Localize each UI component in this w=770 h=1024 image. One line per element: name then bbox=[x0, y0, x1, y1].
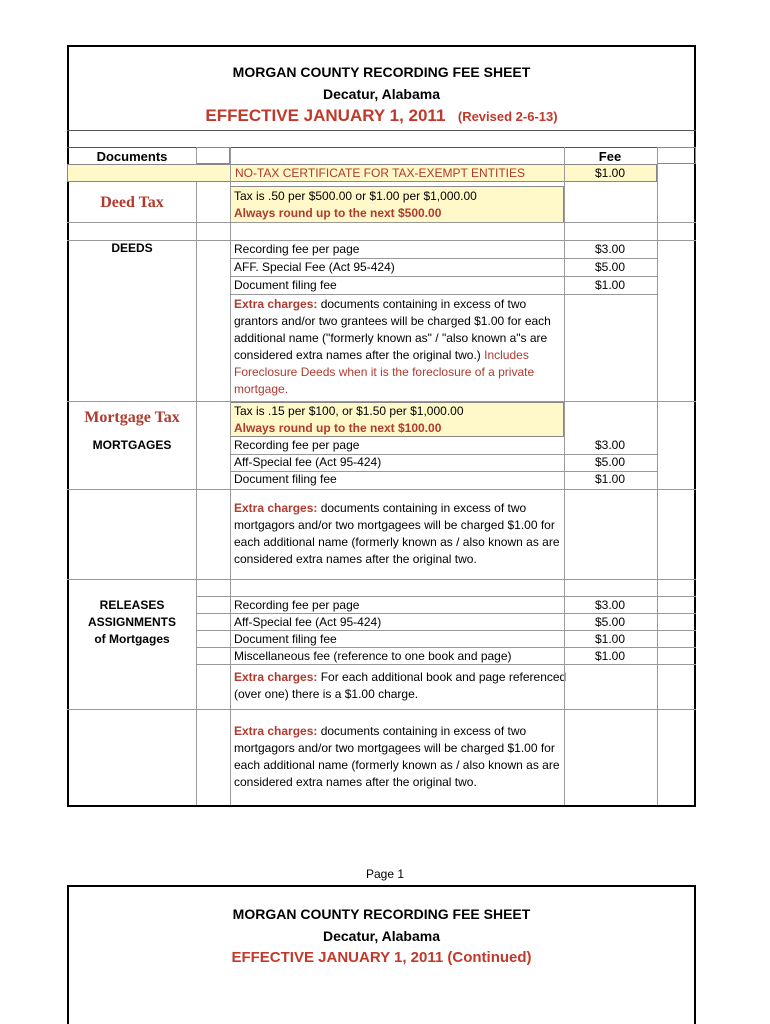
deeds-item-label: Document filing fee bbox=[234, 278, 337, 292]
extra-text: documents containing in excess of two bbox=[317, 724, 527, 738]
releases-extra2-line-2: mortgagors and/or two mortgagees will be charged $1.00 for bbox=[234, 741, 555, 755]
deed-tax-heading: Deed Tax bbox=[100, 194, 164, 211]
releases-item-label: Document filing fee bbox=[234, 632, 337, 646]
no-tax-fee: $1.00 bbox=[594, 166, 626, 180]
mortgages-item-fee: $3.00 bbox=[594, 438, 626, 452]
grid-line bbox=[230, 294, 657, 295]
mortgages-extra-line-2: mortgagors and/or two mortgagees will be charged $1.00 for bbox=[234, 518, 555, 532]
sheet-title: MORGAN COUNTY RECORDING FEE SHEET bbox=[232, 64, 531, 80]
extra-charges-label: Extra charges: bbox=[234, 297, 318, 311]
grid-line bbox=[564, 147, 565, 805]
extra-charges-label: Extra charges: bbox=[234, 724, 318, 738]
deeds-extra-line-1 bbox=[234, 296, 526, 313]
mortgages-item-label: Aff-Special fee (Act 95-424) bbox=[234, 455, 382, 469]
assignments-heading: ASSIGNMENTS bbox=[87, 615, 176, 629]
deed-tax-rounding: Always round up to the next $500.00 bbox=[234, 206, 442, 220]
mortgages-item-label: Document filing fee bbox=[234, 472, 337, 486]
extra-text: documents containing in excess of two bbox=[317, 297, 527, 311]
extra-text: For each additional book and page referenced bbox=[317, 670, 567, 684]
column-header-documents: Documents bbox=[96, 149, 168, 164]
sheet-location: Decatur, Alabama bbox=[323, 86, 440, 102]
deeds-extra-line-6: mortgage. bbox=[234, 382, 289, 396]
page2-effective: EFFECTIVE JANUARY 1, 2011 (Continued) bbox=[231, 949, 532, 966]
releases-extra1-line-1 bbox=[234, 669, 566, 686]
grid-line bbox=[67, 579, 696, 580]
deeds-extra-line-3: additional name ("formerly known as" / "also known a"s are bbox=[234, 331, 548, 345]
releases-item-fee: $5.00 bbox=[594, 615, 626, 629]
extra-text: considered extra names after the original two.) bbox=[234, 348, 481, 362]
deeds-item-fee: $1.00 bbox=[594, 278, 626, 292]
mortgages-extra-line-3: each additional name (formerly known as / also known as are bbox=[234, 535, 560, 549]
grid-line bbox=[657, 147, 658, 805]
deeds-item-fee: $5.00 bbox=[594, 260, 626, 274]
extra-red-text: Includes bbox=[480, 348, 529, 362]
effective-date: EFFECTIVE JANUARY 1, 2011 bbox=[205, 106, 446, 125]
deeds-extra-line-4 bbox=[234, 347, 529, 364]
mortgage-tax-rounding: Always round up to the next $100.00 bbox=[234, 421, 442, 435]
releases-extra2-line-3: each additional name (formerly known as / also known as are bbox=[234, 758, 560, 772]
of-mortgages-heading: of Mortgages bbox=[94, 632, 170, 646]
mortgages-item-fee: $1.00 bbox=[594, 472, 626, 486]
releases-heading: RELEASES bbox=[99, 598, 165, 612]
releases-item-fee: $3.00 bbox=[594, 598, 626, 612]
grid-line bbox=[67, 222, 696, 223]
mortgages-extra-line-4: considered extra names after the original two. bbox=[234, 552, 477, 566]
deeds-item-label: AFF. Special Fee (Act 95-424) bbox=[234, 260, 395, 274]
page2-title: MORGAN COUNTY RECORDING FEE SHEET bbox=[232, 906, 531, 922]
grid-cell bbox=[657, 147, 696, 164]
releases-extra1-line-2: (over one) there is a $1.00 charge. bbox=[234, 687, 419, 701]
page-number: Page 1 bbox=[365, 867, 405, 881]
revised-date: (Revised 2-6-13) bbox=[457, 109, 558, 124]
deeds-heading: DEEDS bbox=[111, 241, 153, 255]
releases-item-fee: $1.00 bbox=[594, 649, 626, 663]
column-header-fee: Fee bbox=[598, 149, 622, 164]
deed-tax-rate: Tax is .50 per $500.00 or $1.00 per $1,000.00 bbox=[234, 189, 477, 203]
deeds-item-label: Recording fee per page bbox=[234, 242, 360, 256]
extra-text: documents containing in excess of two bbox=[317, 501, 527, 515]
no-tax-label: NO-TAX CERTIFICATE FOR TAX-EXEMPT ENTITIES bbox=[234, 166, 526, 180]
deeds-extra-line-2: grantors and/or two grantees will be charged $1.00 for each bbox=[234, 314, 551, 328]
extra-charges-label: Extra charges: bbox=[234, 670, 318, 684]
grid-line bbox=[196, 664, 696, 665]
grid-line bbox=[67, 130, 696, 131]
grid-line bbox=[67, 709, 696, 710]
extra-charges-label: Extra charges: bbox=[234, 501, 318, 515]
releases-item-fee: $1.00 bbox=[594, 632, 626, 646]
grid-line bbox=[196, 182, 197, 805]
grid-line bbox=[230, 147, 231, 805]
effective-line bbox=[67, 106, 696, 126]
mortgages-extra-line-1 bbox=[234, 500, 526, 517]
releases-item-label: Aff-Special fee (Act 95-424) bbox=[234, 615, 382, 629]
releases-extra2-line-4: considered extra names after the original two. bbox=[234, 775, 477, 789]
mortgage-tax-heading: Mortgage Tax bbox=[84, 409, 180, 426]
releases-item-label: Recording fee per page bbox=[234, 598, 360, 612]
deeds-item-fee: $3.00 bbox=[594, 242, 626, 256]
grid-cell bbox=[196, 147, 230, 164]
grid-line bbox=[67, 489, 696, 490]
mortgages-item-label: Recording fee per page bbox=[234, 438, 360, 452]
mortgages-heading: MORTGAGES bbox=[92, 438, 172, 452]
grid-line bbox=[196, 147, 197, 164]
releases-item-label: Miscellaneous fee (reference to one book and page) bbox=[234, 649, 512, 663]
page2-location: Decatur, Alabama bbox=[323, 928, 440, 944]
deeds-extra-line-5: Foreclosure Deeds when it is the foreclosure of a private bbox=[234, 365, 535, 379]
releases-extra2-line-1 bbox=[234, 723, 526, 740]
mortgages-item-fee: $5.00 bbox=[594, 455, 626, 469]
mortgage-tax-rate: Tax is .15 per $100, or $1.50 per $1,000.00 bbox=[234, 404, 464, 418]
